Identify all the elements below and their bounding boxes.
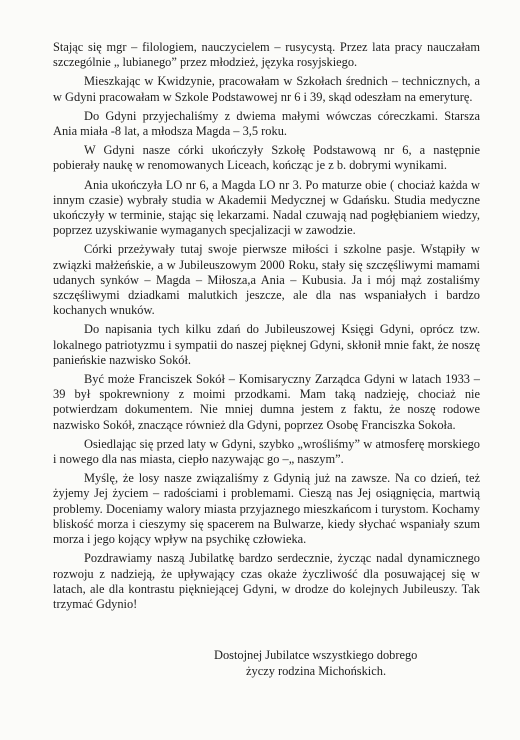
paragraph-1: Stając się mgr – filologiem, nauczycielem – rusycystą. Przez lata pracy nauczałam szczególnie „ lubianego” przez młodzież, języka rosyjskiego. [53, 40, 480, 70]
paragraph-10: Myślę, że losy nasze związaliśmy z Gdynią już na zawsze. Na co dzień, też żyjemy Jej życiem – radościami i problemami. Cieszą nas Jej osiągnięcia, martwią problemy. Doceniamy walory miasta przyjaznego mieszkańcom i turystom. Kochamy bliskość morza i cieszymy się spacerem na Bulwarze, kiedy słychać wspaniały szum morza i jego kojący wpływ na psychikę człowieka. [53, 471, 480, 547]
paragraph-3: Do Gdyni przyjechaliśmy z dwiema małymi wówczas córeczkami. Starsza Ania miała -8 lat, a młodsza Magda – 3,5 roku. [53, 108, 480, 139]
paragraph-5: Ania ukończyła LO nr 6, a Magda LO nr 3. Po maturze obie ( chociaż każda w innym czasie) wybrały studia w Akademii Medycznej w Gdańsku. Studia medyczne ukończyły w terminie, stając się lekarzami. Nadal czuwają nad pogłębianiem wiedzy, poprzez uzyskiwanie wymaganych specjalizacji w zawodzie. [53, 177, 480, 238]
paragraph-11: Pozdrawiamy naszą Jubilatkę bardzo serdecznie, życząc nadal dynamicznego rozwoju z nadzieją, że upływający czas okaże życzliwość dla posuwającej się w latach, ale dla kontrastu piękniejącej Gdyni, w drodze do kolejnych Jubileuszy. Tak trzymać Gdynio! [53, 551, 480, 611]
letter-body [53, 40, 480, 612]
paragraph-2: Mieszkając w Kwidzynie, pracowałam w Szkołach średnich – technicznych, a w Gdyni pracowałam w Szkole Podstawowej nr 6 i 39, skąd odeszłam na emeryturę. [53, 74, 480, 104]
paragraph-9: Osiedlając się przed laty w Gdyni, szybko „wrośliśmy” w atmosferę morskiego i nowego dla nas miasta, ciepło nazywając go –„ naszym”. [53, 436, 480, 467]
paragraph-6: Córki przeżywały tutaj swoje pierwsze miłości i szkolne pasje. Wstąpiły w związki małżeńskie, a w Jubileuszowym 2000 Roku, stały się szczęśliwymi mamami udanych synków – Magda – Miłosza,a Ania – Kubusia. Ja i mój mąż zostaliśmy szczęśliwymi dziadkami malutkich jeszcze, ale dla nas wspaniałych i bardzo kochanych wnuków. [53, 242, 480, 318]
signature-line-2: życzy rodzina Michońskich. [246, 664, 387, 678]
signature-block [214, 647, 417, 679]
paragraph-7: Do napisania tych kilku zdań do Jubileuszowej Księgi Gdyni, oprócz tzw. lokalnego patriotyzmu i sympatii do naszej pięknej Gdyni, skłonił mnie fakt, że noszę panieńskie nazwisko Sokół. [53, 322, 480, 367]
paragraph-4: W Gdyni nasze córki ukończyły Szkołę Podstawową nr 6, a następnie pobierały naukę w renomowanych Liceach, kończąc je z b. dobrymi wynikami. [53, 143, 480, 173]
signature-line-1: Dostojnej Jubilatce wszystkiego dobrego [214, 648, 418, 662]
paragraph-8: Być może Franciszek Sokół – Komisaryczny Zarządca Gdyni w latach 1933 – 39 był spokrewniony z moimi przodkami. Mam taką nadzieję, chociaż nie potwierdzam dokumentem. Nie mniej dumna jestem z faktu, że noszę rodowe nazwisko Sokół, znaczące również dla Gdyni, poprzez Osobę Franciszka Sokoła. [53, 372, 480, 432]
